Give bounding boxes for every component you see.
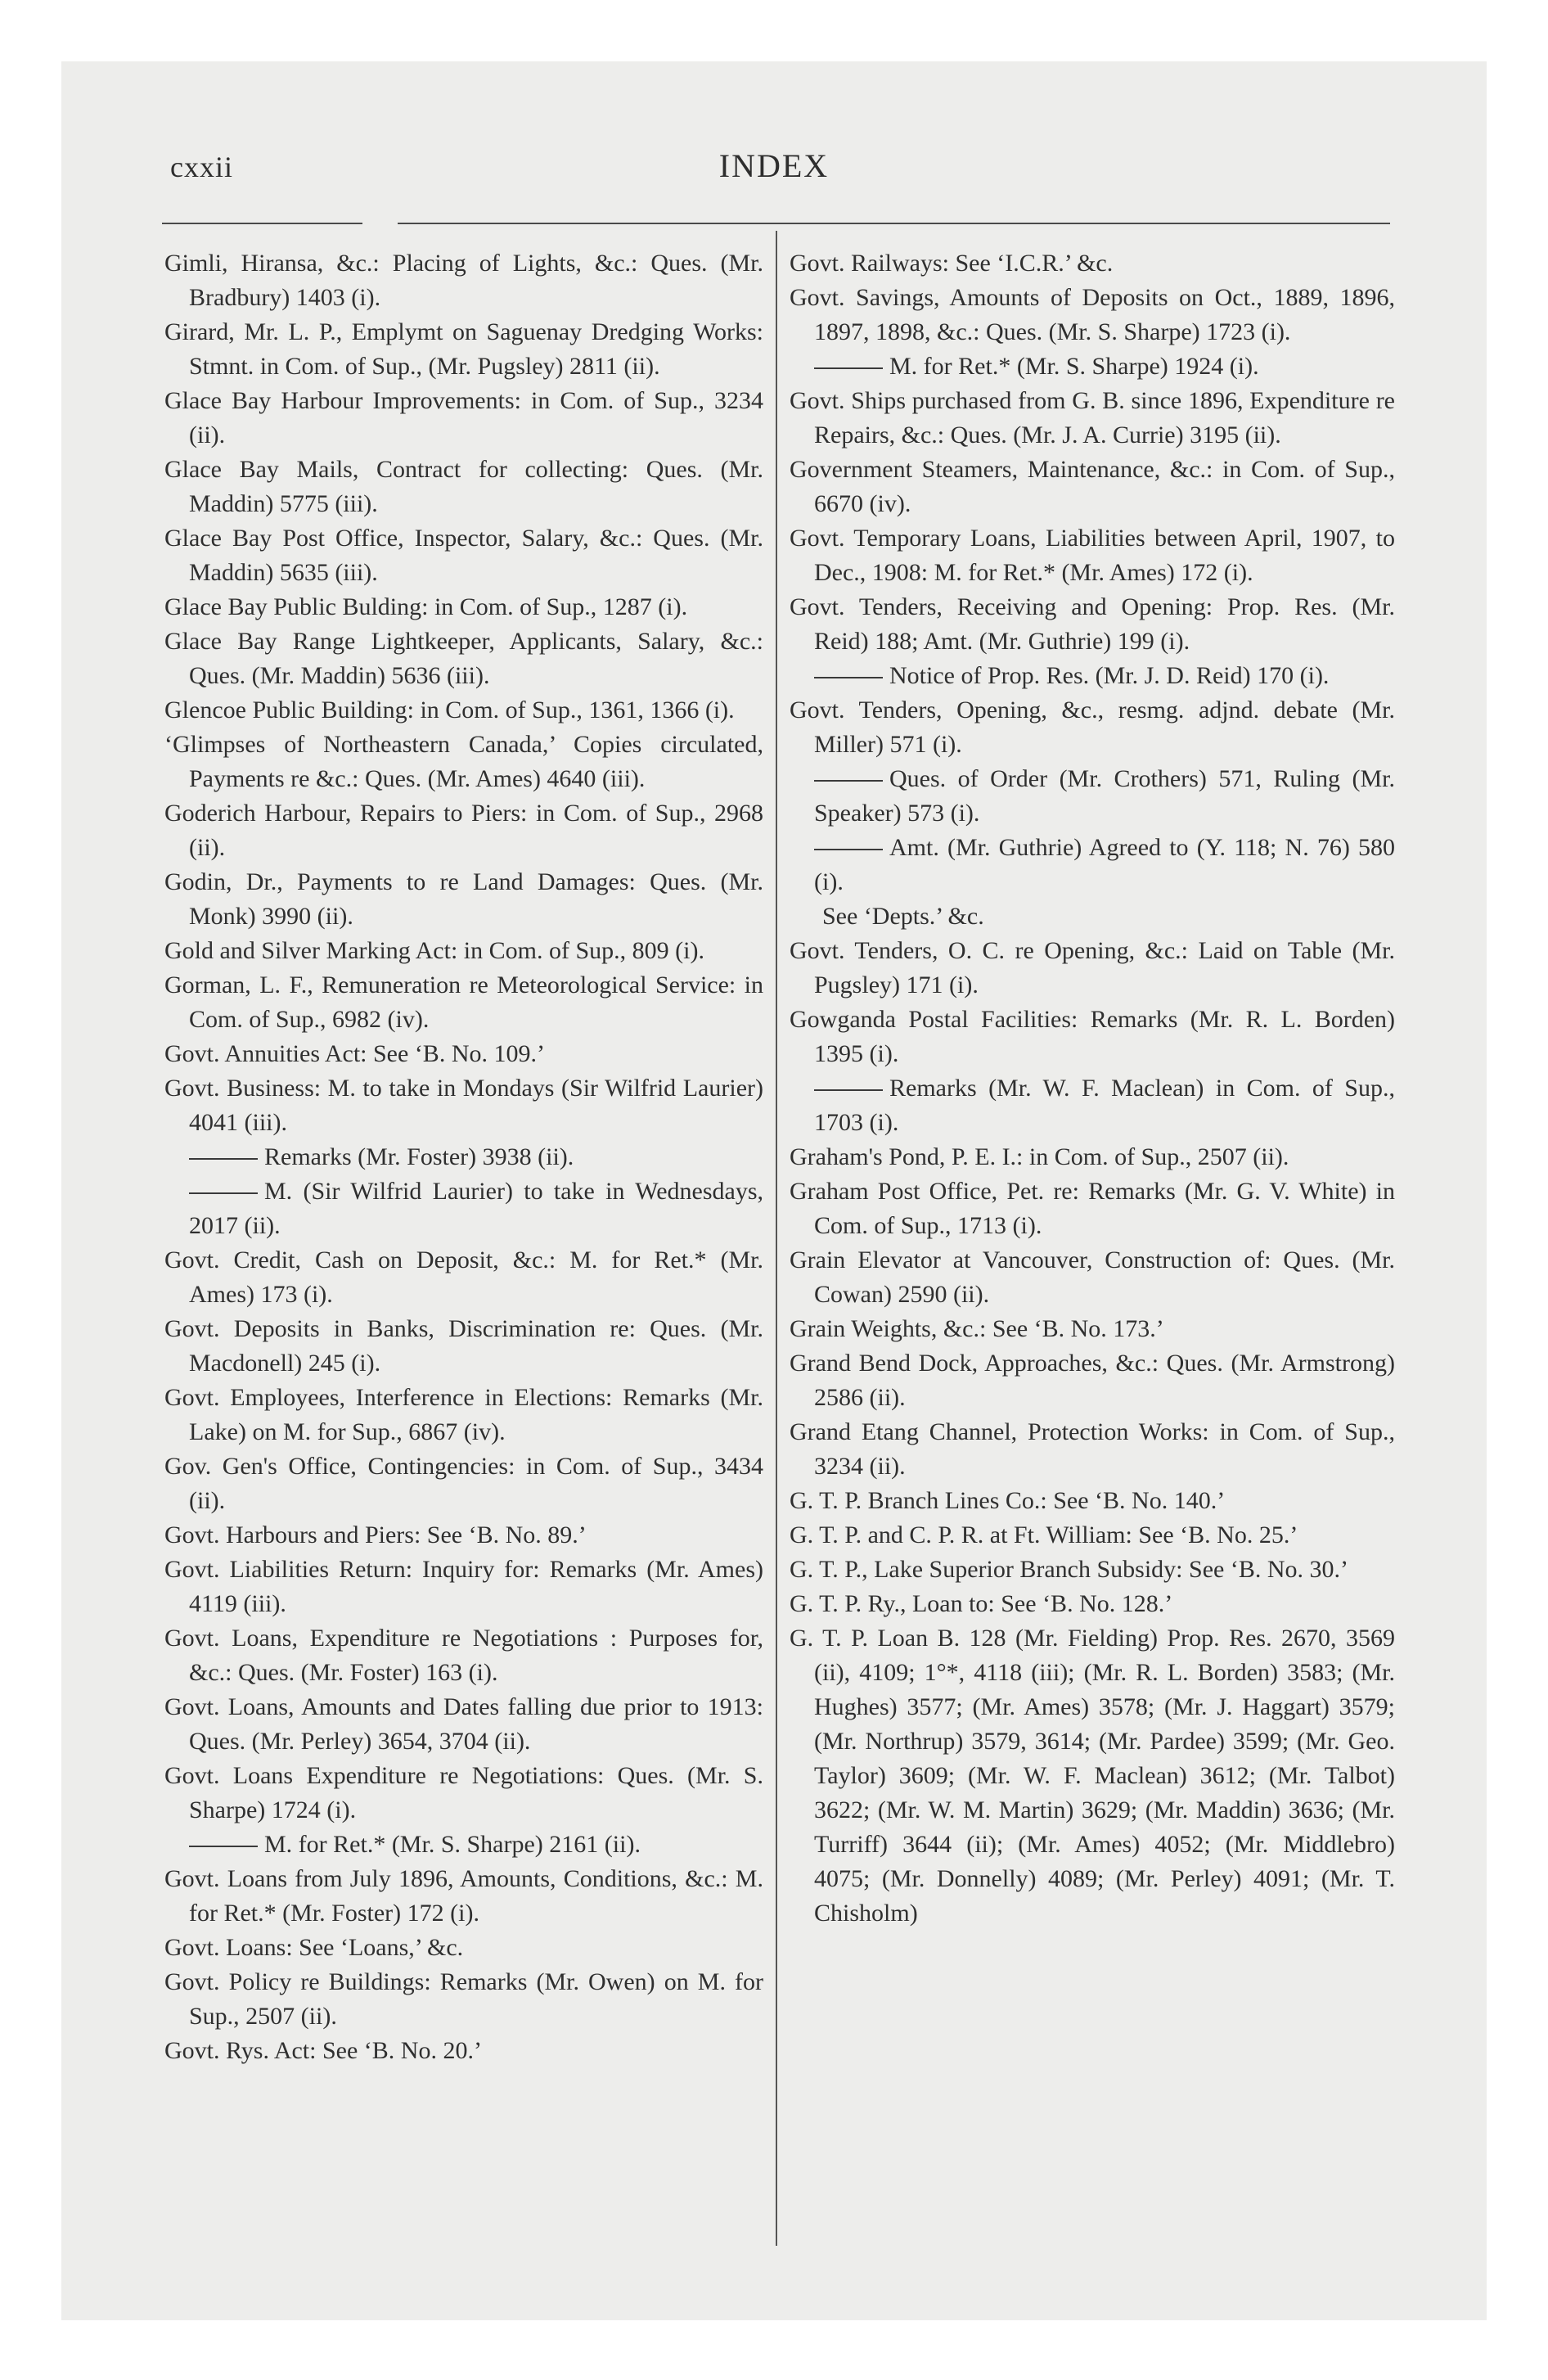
index-entry: Grain Elevator at Vancouver, Construction of: Ques. (Mr. Cowan) 2590 (ii). — [790, 1246, 1395, 1308]
index-entry: Govt. Railways: See ‘I.C.R.’ &c. — [790, 250, 1114, 277]
index-entry: Govt. Business: M. to take in Mondays (Sir Wilfrid Laurier) 4041 (iii). — [164, 1075, 763, 1136]
entry-text: Amt. (Mr. Guthrie) Agreed to (Y. 118; N. 76) 580 (i). — [814, 834, 1395, 895]
index-entry: Grain Weights, &c.: See ‘B. No. 173.’ — [790, 1315, 1164, 1342]
header-rule-right — [398, 223, 1390, 224]
index-entry: Govt. Tenders, Receiving and Opening: Prop. Res. (Mr. Reid) 188; Amt. (Mr. Guthrie) 199 (i). — [790, 593, 1395, 655]
index-entry: Gowganda Postal Facilities: Remarks (Mr. R. L. Borden) 1395 (i). — [790, 1006, 1395, 1067]
index-entry: Graham Post Office, Pet. re: Remarks (Mr. G. V. White) in Com. of Sup., 1713 (i). — [790, 1178, 1395, 1239]
index-entry — [164, 1828, 763, 1862]
left-column — [164, 246, 763, 2068]
index-entry — [790, 831, 1395, 899]
index-entry: Gov. Gen's Office, Contingencies: in Com. of Sup., 3434 (ii). — [164, 1453, 763, 1514]
index-entry: Girard, Mr. L. P., Emplymt on Saguenay Dredging Works: Stmnt. in Com. of Sup., (Mr. Pugsley) 2811 (ii). — [164, 318, 763, 380]
index-entry: Govt. Loans: See ‘Loans,’ &c. — [164, 1934, 464, 1961]
scanned-page — [61, 61, 1487, 2320]
index-entry: ‘Glimpses of Northeastern Canada,’ Copies circulated, Payments re &c.: Ques. (Mr. Ames) 4640 (iii). — [164, 731, 763, 792]
page-number: cxxii — [170, 151, 233, 183]
index-entry — [790, 762, 1395, 831]
entry-text: M. (Sir Wilfrid Laurier) to take in Wednesdays, 2017 (ii). — [189, 1178, 763, 1239]
ditto-dash — [814, 849, 883, 850]
index-entry: Gold and Silver Marking Act: in Com. of Sup., 809 (i). — [164, 937, 704, 964]
entry-text: Remarks (Mr. W. F. Maclean) in Com. of Sup., 1703 (i). — [814, 1075, 1395, 1136]
index-entry: Graham's Pond, P. E. I.: in Com. of Sup., 2507 (ii). — [790, 1143, 1289, 1170]
ditto-dash — [814, 677, 883, 678]
index-entry: G. T. P. Ry., Loan to: See ‘B. No. 128.’ — [790, 1590, 1173, 1617]
index-entry — [164, 1140, 763, 1174]
index-entry: Government Steamers, Maintenance, &c.: in Com. of Sup., 6670 (iv). — [790, 456, 1395, 517]
column-divider — [776, 231, 777, 2246]
index-entry: Gorman, L. F., Remuneration re Meteorological Service: in Com. of Sup., 6982 (iv). — [164, 971, 763, 1033]
entry-text: Notice of Prop. Res. (Mr. J. D. Reid) 170 (i). — [889, 662, 1330, 689]
index-entry — [790, 1071, 1395, 1140]
index-entry: G. T. P., Lake Superior Branch Subsidy: See ‘B. No. 30.’ — [790, 1556, 1348, 1583]
index-entry: Godin, Dr., Payments to re Land Damages: Ques. (Mr. Monk) 3990 (ii). — [164, 868, 763, 930]
index-entry: Glace Bay Harbour Improvements: in Com. of Sup., 3234 (ii). — [164, 387, 763, 449]
header-rule-left — [162, 223, 362, 224]
ditto-dash — [189, 1846, 258, 1847]
index-entry: Govt. Temporary Loans, Liabilities between April, 1907, to Dec., 1908: M. for Ret.* (Mr. Ames) 172 (i). — [790, 525, 1395, 586]
entry-text: M. for Ret.* (Mr. S. Sharpe) 2161 (ii). — [264, 1831, 641, 1858]
index-entry: Govt. Loans from July 1896, Amounts, Conditions, &c.: M. for Ret.* (Mr. Foster) 172 (i). — [164, 1865, 763, 1927]
index-entry: Glace Bay Post Office, Inspector, Salary, &c.: Ques. (Mr. Maddin) 5635 (iii). — [164, 525, 763, 586]
index-entry: Govt. Tenders, Opening, &c., resmg. adjnd. debate (Mr. Miller) 571 (i). — [790, 696, 1395, 758]
ditto-dash — [189, 1192, 258, 1194]
index-entry: Gimli, Hiransa, &c.: Placing of Lights, &c.: Ques. (Mr. Bradbury) 1403 (i). — [164, 250, 763, 311]
index-entry: Govt. Tenders, O. C. re Opening, &c.: Laid on Table (Mr. Pugsley) 171 (i). — [790, 937, 1395, 998]
index-entry: Goderich Harbour, Repairs to Piers: in Com. of Sup., 2968 (ii). — [164, 800, 763, 861]
index-entry: Govt. Policy re Buildings: Remarks (Mr. Owen) on M. for Sup., 2507 (ii). — [164, 1968, 763, 2030]
index-entry: Govt. Deposits in Banks, Discrimination re: Ques. (Mr. Macdonell) 245 (i). — [164, 1315, 763, 1377]
index-entry: Govt. Credit, Cash on Deposit, &c.: M. for Ret.* (Mr. Ames) 173 (i). — [164, 1246, 763, 1308]
index-entry: G. T. P. and C. P. R. at Ft. William: See ‘B. No. 25.’ — [790, 1521, 1298, 1548]
index-entry: Govt. Ships purchased from G. B. since 1896, Expenditure re Repairs, &c.: Ques. (Mr. J. A. Currie) 3195 (ii). — [790, 387, 1395, 449]
index-entry: Govt. Loans, Amounts and Dates falling due prior to 1913: Ques. (Mr. Perley) 3654, 3704 (ii). — [164, 1693, 763, 1755]
index-entry: Grand Bend Dock, Approaches, &c.: Ques. (Mr. Armstrong) 2586 (ii). — [790, 1350, 1395, 1411]
entry-text: Ques. of Order (Mr. Crothers) 571, Ruling (Mr. Speaker) 573 (i). — [814, 765, 1395, 827]
ditto-dash — [814, 1089, 883, 1091]
index-entry: Glace Bay Mails, Contract for collecting: Ques. (Mr. Maddin) 5775 (iii). — [164, 456, 763, 517]
index-entry: Govt. Rys. Act: See ‘B. No. 20.’ — [164, 2037, 482, 2064]
index-entry — [790, 659, 1395, 693]
right-column — [790, 246, 1395, 1931]
ditto-dash — [814, 780, 883, 782]
index-entry: Glace Bay Range Lightkeeper, Applicants, Salary, &c.: Ques. (Mr. Maddin) 5636 (iii). — [164, 628, 763, 689]
index-entry — [164, 1174, 763, 1243]
index-entry: Grand Etang Channel, Protection Works: in Com. of Sup., 3234 (ii). — [790, 1418, 1395, 1480]
index-entry — [790, 349, 1395, 384]
entry-text: Remarks (Mr. Foster) 3938 (ii). — [264, 1143, 574, 1170]
index-entry: Govt. Loans, Expenditure re Negotiations : Purposes for, &c.: Ques. (Mr. Foster) 163 (i). — [164, 1625, 763, 1686]
index-entry: Govt. Loans Expenditure re Negotiations: Ques. (Mr. S. Sharpe) 1724 (i). — [164, 1762, 763, 1823]
index-entry: Glace Bay Public Bulding: in Com. of Sup., 1287 (i). — [164, 593, 688, 620]
index-entry: Govt. Employees, Interference in Elections: Remarks (Mr. Lake) on M. for Sup., 6867 (iv). — [164, 1384, 763, 1445]
index-entry: G. T. P. Loan B. 128 (Mr. Fielding) Prop. Res. 2670, 3569 (ii), 4109; 1°*, 4118 (iii); (Mr. R. L. Borden) 3583; (Mr. Hughes) 3577; (Mr. Ames) 3578; (Mr. J. Haggart) 3579; (Mr. Northrup) 3579, 3614; (Mr. Pardee) 3599; (Mr. Geo. Taylor) 3609; (Mr. W. F. Maclean) 3612; (Mr. Talbot) 3622; (Mr. W. M. Martin) 3629; (Mr. Maddin) 3636; (Mr. Turriff) 3644 (ii); (Mr. Ames) 4052; (Mr. Middlebro) 4075; (Mr. Donnelly) 4089; (Mr. Perley) 4091; (Mr. T. Chisholm) — [790, 1625, 1395, 1927]
entry-text: M. for Ret.* (Mr. S. Sharpe) 1924 (i). — [889, 353, 1259, 380]
index-entry: Glencoe Public Building: in Com. of Sup., 1361, 1366 (i). — [164, 696, 735, 723]
ditto-dash — [189, 1158, 258, 1160]
index-entry: Govt. Harbours and Piers: See ‘B. No. 89.’ — [164, 1521, 587, 1548]
index-entry: G. T. P. Branch Lines Co.: See ‘B. No. 140.’ — [790, 1487, 1226, 1514]
running-head: INDEX — [718, 147, 830, 184]
index-entry: Govt. Annuities Act: See ‘B. No. 109.’ — [164, 1040, 545, 1067]
index-entry: See ‘Depts.’ &c. — [822, 903, 984, 930]
ditto-dash — [814, 367, 883, 369]
index-entry: Govt. Liabilities Return: Inquiry for: Remarks (Mr. Ames) 4119 (iii). — [164, 1556, 763, 1617]
index-entry: Govt. Savings, Amounts of Deposits on Oct., 1889, 1896, 1897, 1898, &c.: Ques. (Mr. S. Sharpe) 1723 (i). — [790, 284, 1395, 345]
